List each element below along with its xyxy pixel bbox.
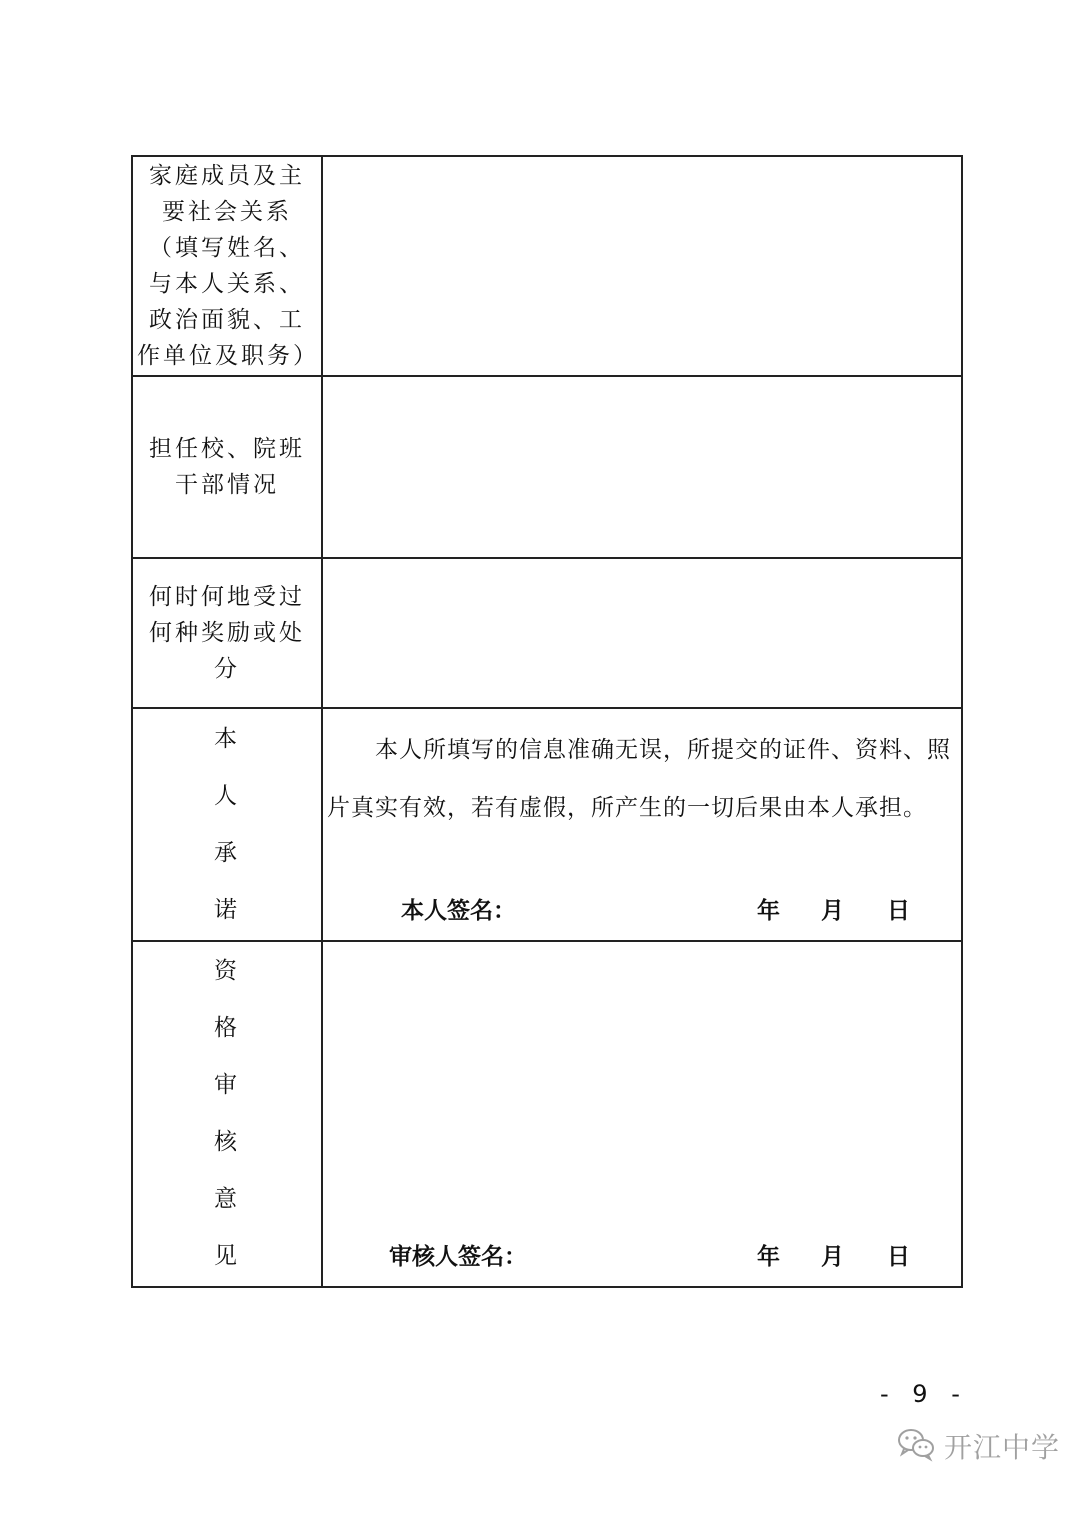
review-date-day: 日	[887, 1243, 910, 1270]
pledge-row	[132, 708, 962, 941]
review-label-char: 审	[214, 1072, 240, 1098]
family-members-label-cell	[132, 156, 322, 376]
review-date-month: 月	[821, 1243, 844, 1270]
pledge-label-char: 诺	[214, 896, 240, 923]
awards-punishments-label-cell	[132, 558, 322, 708]
class-cadre-label: 担任校、院班干部情况	[149, 436, 305, 498]
pledge-statement: 本人所填写的信息准确无误，所提交的证件、资料、照片真实有效，若有虚假，所产生的一切后果由本人承担。	[327, 737, 951, 821]
page-number: - 9 -	[880, 1380, 968, 1408]
qualification-review-row	[132, 941, 962, 1287]
family-members-row	[132, 156, 962, 376]
review-label-char: 资	[214, 958, 240, 984]
pledge-date-month: 月	[821, 897, 844, 924]
review-label-char: 核	[214, 1129, 240, 1155]
pledge-content-cell	[322, 708, 962, 941]
awards-punishments-label: 何时何地受过何种奖励或处分	[149, 584, 305, 682]
pledge-label-cell	[132, 708, 322, 941]
review-date-year: 年	[757, 1243, 780, 1270]
pledge-signature-label: 本人签名：	[401, 897, 516, 924]
pledge-label-char: 人	[214, 782, 240, 809]
family-members-field[interactable]	[322, 156, 962, 376]
class-cadre-field[interactable]	[322, 376, 962, 558]
review-label-char: 见	[214, 1243, 240, 1269]
watermark-text: 开江中学	[944, 1431, 1061, 1464]
family-members-label: 家庭成员及主要社会关系（填写姓名、与本人关系、政治面貌、工作单位及职务）	[137, 163, 319, 369]
review-label-char: 意	[214, 1186, 240, 1212]
awards-punishments-row	[132, 558, 962, 708]
reviewer-signature-line[interactable]	[323, 1238, 961, 1272]
wechat-icon	[896, 1426, 936, 1466]
registration-form-table	[131, 155, 963, 1288]
review-label-cell	[132, 941, 322, 1287]
pledge-label-char: 承	[214, 839, 240, 866]
pledge-date-day: 日	[887, 897, 910, 924]
pledge-label-char: 本	[214, 725, 240, 752]
review-label-char: 格	[214, 1015, 240, 1041]
awards-punishments-field[interactable]	[322, 558, 962, 708]
pledge-signature-line[interactable]	[323, 892, 961, 926]
review-content-cell[interactable]	[322, 941, 962, 1287]
class-cadre-row	[132, 376, 962, 558]
reviewer-signature-label: 审核人签名：	[389, 1243, 527, 1270]
class-cadre-label-cell	[132, 376, 322, 558]
pledge-date-year: 年	[757, 897, 780, 924]
watermark	[896, 1426, 1060, 1466]
